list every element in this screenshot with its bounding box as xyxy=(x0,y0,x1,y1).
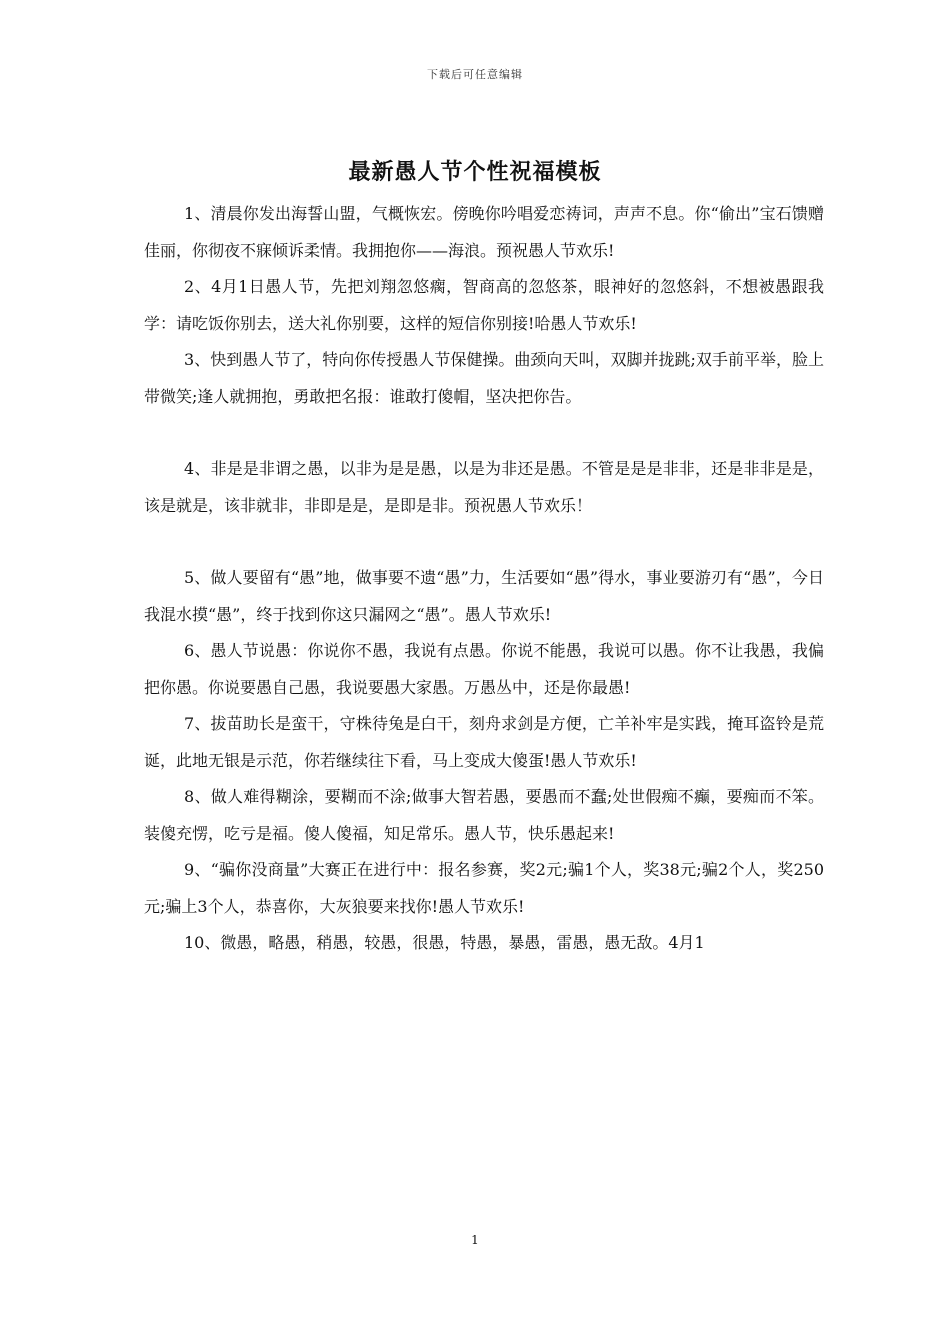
paragraph-9: 9、“骗你没商量”大赛正在进行中：报名参赛，奖2元;骗1个人，奖38元;骗2个人，奖250元;骗上3个人，恭喜你，大灰狼要来找你!愚人节欢乐! xyxy=(144,860,824,916)
paragraph-4: 4、非是是非谓之愚，以非为是是愚，以是为非还是愚。不管是是是非非，还是非非是是，该是就是，该非就非，非即是是，是即是非。预祝愚人节欢乐！ xyxy=(144,459,824,515)
document-body xyxy=(144,196,824,962)
paragraph-8: 8、做人难得糊涂，要糊而不涂;做事大智若愚，要愚而不蠢;处世假痴不癫，要痴而不笨。装傻充愣，吃亏是福。傻人傻福，知足常乐。愚人节，快乐愚起来! xyxy=(144,787,824,843)
paragraph-1: 1、清晨你发出海誓山盟，气概恢宏。傍晚你吟唱爱恋祷词，声声不息。你“偷出”宝石馈赠佳丽，你彻夜不寐倾诉柔情。我拥抱你——海浪。预祝愚人节欢乐! xyxy=(144,204,824,260)
paragraph-3: 3、快到愚人节了，特向你传授愚人节保健操。曲颈向天叫，双脚并拢跳;双手前平举，脸上带微笑;逢人就拥抱，勇敢把名报：谁敢打傻帽，坚决把你告。 xyxy=(144,350,824,406)
page-header-note: 下载后可任意编辑 xyxy=(427,68,523,81)
paragraph-7: 7、拔苗助长是蛮干，守株待兔是白干，刻舟求剑是方便，亡羊补牢是实践，掩耳盗铃是荒诞，此地无银是示范，你若继续往下看，马上变成大傻蛋!愚人节欢乐! xyxy=(144,714,824,770)
paragraph-6: 6、愚人节说愚：你说你不愚，我说有点愚。你说不能愚，我说可以愚。你不让我愚，我偏把你愚。你说要愚自己愚，我说要愚大家愚。万愚丛中，还是你最愚! xyxy=(144,641,824,697)
page-number: 1 xyxy=(471,1233,479,1247)
paragraph-10: 10、微愚，略愚，稍愚，较愚，很愚，特愚，暴愚，雷愚，愚无敌。4月1 xyxy=(184,933,705,952)
paragraph-2: 2、4月1日愚人节，先把刘翔忽悠瘸，智商高的忽悠茶，眼神好的忽悠斜，不想被愚跟我学：请吃饭你别去，送大礼你别要，这样的短信你别接!哈愚人节欢乐! xyxy=(144,277,824,333)
document-title: 最新愚人节个性祝福模板 xyxy=(348,159,602,185)
paragraph-5: 5、做人要留有“愚”地，做事要不遗“愚”力，生活要如“愚”得水，事业要游刃有“愚”，今日我混水摸“愚”，终于找到你这只漏网之“愚”。愚人节欢乐! xyxy=(144,568,824,624)
